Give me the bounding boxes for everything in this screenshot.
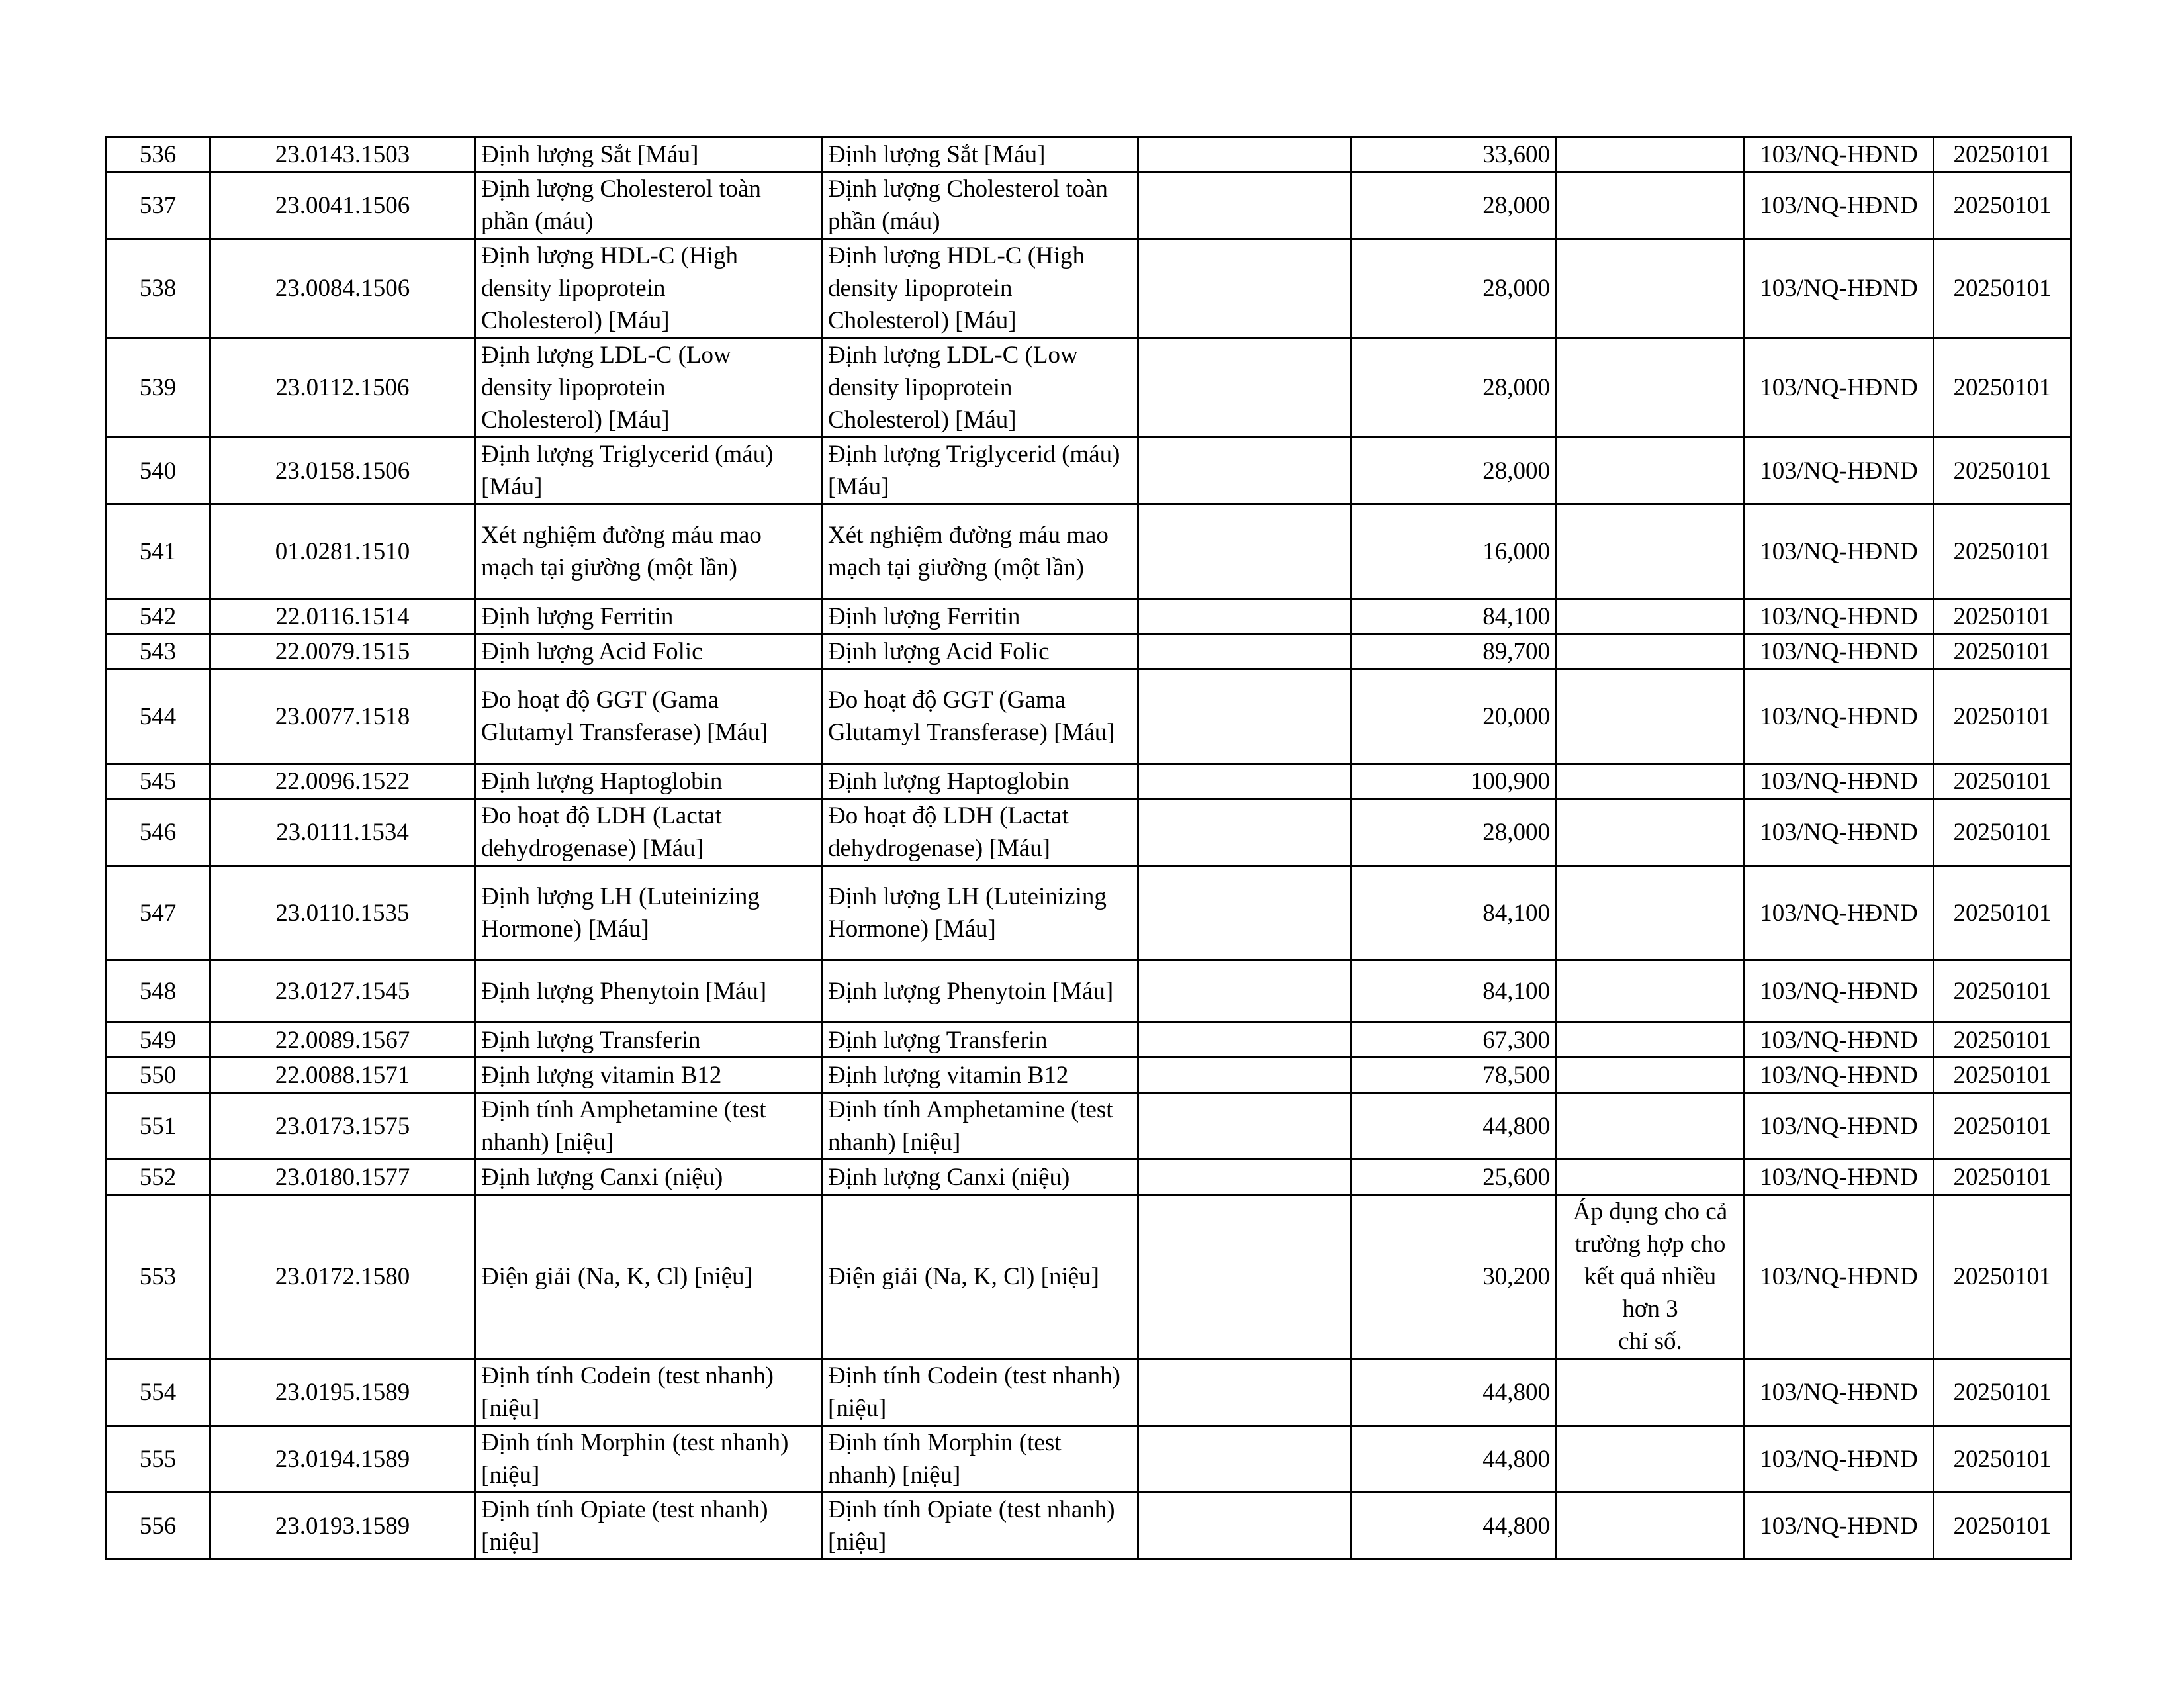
effective-date: 20250101 — [1934, 338, 2071, 438]
service-code: 23.0127.1545 — [210, 961, 475, 1023]
empty-cell — [1138, 172, 1351, 239]
service-name-line: nhanh) [niệu] — [481, 1129, 614, 1156]
service-price: 25,600 — [1351, 1160, 1557, 1195]
effective-date: 20250101 — [1934, 1195, 2071, 1359]
empty-cell — [1138, 599, 1351, 634]
table-row — [106, 239, 2071, 338]
resolution-ref: 103/NQ-HĐND — [1745, 1493, 1934, 1560]
service-code: 23.0195.1589 — [210, 1359, 475, 1426]
effective-date: 20250101 — [1934, 239, 2071, 338]
service-code: 23.0193.1589 — [210, 1493, 475, 1560]
note-cell — [1557, 1023, 1745, 1058]
service-name-line: [Máu] — [481, 473, 543, 500]
empty-cell — [1138, 764, 1351, 799]
service-name — [475, 1023, 822, 1058]
service-name-approved — [822, 599, 1138, 634]
service-name-approved-line: phần (máu) — [828, 208, 940, 235]
resolution-ref: 103/NQ-HĐND — [1745, 239, 1934, 338]
note-cell — [1557, 338, 1745, 438]
service-name-line: phần (máu) — [481, 208, 594, 235]
note-cell — [1557, 504, 1745, 599]
resolution-ref: 103/NQ-HĐND — [1745, 137, 1934, 172]
service-name-approved — [822, 866, 1138, 961]
table-row — [106, 634, 2071, 669]
row-number: 548 — [106, 961, 210, 1023]
service-name — [475, 438, 822, 504]
service-price: 28,000 — [1351, 438, 1557, 504]
table-row — [106, 866, 2071, 961]
service-price: 28,000 — [1351, 338, 1557, 438]
table-row — [106, 1426, 2071, 1493]
resolution-ref: 103/NQ-HĐND — [1745, 866, 1934, 961]
service-name-line: Điện giải (Na, K, Cl) [niệu] — [481, 1263, 752, 1290]
effective-date: 20250101 — [1934, 866, 2071, 961]
service-name-line: Cholesterol) [Máu] — [481, 406, 670, 434]
service-code: 22.0096.1522 — [210, 764, 475, 799]
note-cell — [1557, 1160, 1745, 1195]
table-row — [106, 1023, 2071, 1058]
effective-date: 20250101 — [1934, 1160, 2071, 1195]
row-number: 549 — [106, 1023, 210, 1058]
service-code: 23.0172.1580 — [210, 1195, 475, 1359]
service-price: 84,100 — [1351, 961, 1557, 1023]
service-name — [475, 1093, 822, 1160]
table-row — [106, 1160, 2071, 1195]
note-cell — [1557, 137, 1745, 172]
effective-date: 20250101 — [1934, 669, 2071, 764]
resolution-ref: 103/NQ-HĐND — [1745, 764, 1934, 799]
note-cell — [1557, 172, 1745, 239]
service-name — [475, 599, 822, 634]
note-cell — [1557, 669, 1745, 764]
resolution-ref: 103/NQ-HĐND — [1745, 961, 1934, 1023]
resolution-ref: 103/NQ-HĐND — [1745, 1160, 1934, 1195]
table-row — [106, 961, 2071, 1023]
service-name-line: Xét nghiệm đường máu mao — [481, 522, 762, 549]
service-code: 23.0158.1506 — [210, 438, 475, 504]
service-name-approved-line: mạch tại giường (một lần) — [828, 554, 1084, 581]
service-name-approved — [822, 1093, 1138, 1160]
empty-cell — [1138, 634, 1351, 669]
service-name-line: Định lượng Triglycerid (máu) — [481, 441, 774, 468]
table-row — [106, 1093, 2071, 1160]
empty-cell — [1138, 239, 1351, 338]
service-name-line: Định lượng Canxi (niệu) — [481, 1163, 723, 1191]
row-number: 544 — [106, 669, 210, 764]
row-number: 543 — [106, 634, 210, 669]
service-name-approved-line: Định lượng Canxi (niệu) — [828, 1163, 1070, 1191]
note-cell — [1557, 239, 1745, 338]
service-name-approved-line: Định lượng HDL-C (High — [828, 242, 1085, 269]
table-row — [106, 1195, 2071, 1359]
row-number: 546 — [106, 799, 210, 866]
service-name — [475, 504, 822, 599]
effective-date: 20250101 — [1934, 172, 2071, 239]
note-line: Áp dụng cho cả — [1572, 1198, 1728, 1225]
service-name — [475, 1493, 822, 1560]
service-name-approved — [822, 137, 1138, 172]
note-cell — [1557, 1195, 1745, 1359]
row-number: 547 — [106, 866, 210, 961]
service-name-approved — [822, 634, 1138, 669]
empty-cell — [1138, 669, 1351, 764]
service-code: 23.0077.1518 — [210, 669, 475, 764]
service-name-line: density lipoprotein — [481, 275, 666, 302]
empty-cell — [1138, 1093, 1351, 1160]
service-name-approved — [822, 1058, 1138, 1093]
service-price: 28,000 — [1351, 239, 1557, 338]
empty-cell — [1138, 1493, 1351, 1560]
service-name-approved — [822, 438, 1138, 504]
service-name-approved-line: [niệu] — [828, 1528, 887, 1556]
note-cell — [1557, 764, 1745, 799]
row-number: 550 — [106, 1058, 210, 1093]
service-name-line: Đo hoạt độ GGT (Gama — [481, 686, 719, 714]
service-name-line: Hormone) [Máu] — [481, 915, 649, 943]
service-name-line: Định lượng LH (Luteinizing — [481, 883, 760, 910]
service-code: 23.0111.1534 — [210, 799, 475, 866]
service-code: 23.0041.1506 — [210, 172, 475, 239]
note-cell — [1557, 961, 1745, 1023]
empty-cell — [1138, 137, 1351, 172]
service-name-line: Định lượng Sắt [Máu] — [481, 140, 699, 168]
service-name-line: Định tính Codein (test nhanh) — [481, 1362, 774, 1389]
service-name-line: Định lượng LDL-C (Low — [481, 342, 731, 369]
row-number: 554 — [106, 1359, 210, 1426]
service-name-approved-line: Định tính Codein (test nhanh) — [828, 1362, 1120, 1389]
service-price: 44,800 — [1351, 1493, 1557, 1560]
service-name-approved — [822, 1160, 1138, 1195]
empty-cell — [1138, 1160, 1351, 1195]
service-name-approved-line: Định lượng Transferin — [828, 1026, 1048, 1054]
service-name-line: density lipoprotein — [481, 374, 666, 401]
service-name-approved — [822, 1359, 1138, 1426]
service-name-approved-line: Đo hoạt độ LDH (Lactat — [828, 802, 1069, 829]
service-name-approved-line: Định lượng Acid Folic — [828, 637, 1050, 665]
service-price: 16,000 — [1351, 504, 1557, 599]
service-name-approved-line: Điện giải (Na, K, Cl) [niệu] — [828, 1263, 1099, 1290]
service-name-line: Định lượng Cholesterol toàn — [481, 175, 761, 203]
effective-date: 20250101 — [1934, 1359, 2071, 1426]
empty-cell — [1138, 1426, 1351, 1493]
resolution-ref: 103/NQ-HĐND — [1745, 1426, 1934, 1493]
note-cell — [1557, 799, 1745, 866]
empty-cell — [1138, 1195, 1351, 1359]
effective-date: 20250101 — [1934, 1093, 2071, 1160]
service-price: 28,000 — [1351, 172, 1557, 239]
service-code: 23.0194.1589 — [210, 1426, 475, 1493]
note-cell — [1557, 866, 1745, 961]
table-row — [106, 1359, 2071, 1426]
service-name-line: [niệu] — [481, 1462, 540, 1489]
service-name-approved-line: nhanh) [niệu] — [828, 1462, 961, 1489]
resolution-ref: 103/NQ-HĐND — [1745, 504, 1934, 599]
row-number: 555 — [106, 1426, 210, 1493]
service-name-line: Glutamyl Transferase) [Máu] — [481, 719, 768, 746]
row-number: 551 — [106, 1093, 210, 1160]
service-name — [475, 239, 822, 338]
service-name-approved — [822, 764, 1138, 799]
empty-cell — [1138, 1058, 1351, 1093]
row-number: 540 — [106, 438, 210, 504]
effective-date: 20250101 — [1934, 1058, 2071, 1093]
resolution-ref: 103/NQ-HĐND — [1745, 799, 1934, 866]
service-name-approved-line: [Máu] — [828, 473, 889, 500]
service-name — [475, 1058, 822, 1093]
table-row — [106, 599, 2071, 634]
row-number: 545 — [106, 764, 210, 799]
service-name-approved — [822, 239, 1138, 338]
table-row — [106, 1058, 2071, 1093]
service-name-line: Định lượng vitamin B12 — [481, 1061, 722, 1089]
table-body — [106, 137, 2071, 1560]
effective-date: 20250101 — [1934, 438, 2071, 504]
service-code: 22.0089.1567 — [210, 1023, 475, 1058]
service-name-approved-line: Định lượng vitamin B12 — [828, 1061, 1069, 1089]
service-name — [475, 669, 822, 764]
service-name-approved-line: Định lượng Phenytoin [Máu] — [828, 978, 1114, 1005]
resolution-ref: 103/NQ-HĐND — [1745, 599, 1934, 634]
service-code: 23.0084.1506 — [210, 239, 475, 338]
note-cell — [1557, 599, 1745, 634]
service-name — [475, 764, 822, 799]
service-name-approved-line: Định tính Opiate (test nhanh) — [828, 1496, 1115, 1523]
service-name — [475, 1359, 822, 1426]
service-price: 78,500 — [1351, 1058, 1557, 1093]
table-row — [106, 764, 2071, 799]
empty-cell — [1138, 866, 1351, 961]
service-name-approved-line: Xét nghiệm đường máu mao — [828, 522, 1109, 549]
service-name-approved-line: [niệu] — [828, 1395, 887, 1422]
service-name-line: Đo hoạt độ LDH (Lactat — [481, 802, 722, 829]
effective-date: 20250101 — [1934, 1493, 2071, 1560]
service-name-approved — [822, 961, 1138, 1023]
service-code: 23.0143.1503 — [210, 137, 475, 172]
service-name-approved-line: Định lượng Sắt [Máu] — [828, 140, 1046, 168]
service-code: 23.0110.1535 — [210, 866, 475, 961]
resolution-ref: 103/NQ-HĐND — [1745, 669, 1934, 764]
service-name-approved-line: Định lượng Triglycerid (máu) — [828, 441, 1120, 468]
resolution-ref: 103/NQ-HĐND — [1745, 1359, 1934, 1426]
service-name-approved — [822, 1426, 1138, 1493]
row-number: 538 — [106, 239, 210, 338]
service-name-line: Định tính Morphin (test nhanh) — [481, 1429, 789, 1456]
service-name — [475, 137, 822, 172]
resolution-ref: 103/NQ-HĐND — [1745, 1058, 1934, 1093]
effective-date: 20250101 — [1934, 1023, 2071, 1058]
resolution-ref: 103/NQ-HĐND — [1745, 172, 1934, 239]
service-name-approved — [822, 669, 1138, 764]
service-name-approved-line: Định lượng Haptoglobin — [828, 767, 1069, 795]
note-cell — [1557, 1426, 1745, 1493]
service-name — [475, 961, 822, 1023]
service-price: 67,300 — [1351, 1023, 1557, 1058]
service-price: 44,800 — [1351, 1426, 1557, 1493]
service-name-approved — [822, 1493, 1138, 1560]
effective-date: 20250101 — [1934, 634, 2071, 669]
service-name-line: Định lượng Transferin — [481, 1026, 701, 1054]
note-cell — [1557, 1058, 1745, 1093]
service-name — [475, 1195, 822, 1359]
service-price: 33,600 — [1351, 137, 1557, 172]
service-name-line: Định lượng Ferritin — [481, 602, 674, 630]
empty-cell — [1138, 504, 1351, 599]
service-name-line: Định lượng Phenytoin [Máu] — [481, 978, 767, 1005]
service-name-approved-line: density lipoprotein — [828, 275, 1013, 302]
service-name-line: Định tính Opiate (test nhanh) — [481, 1496, 768, 1523]
table-row — [106, 338, 2071, 438]
resolution-ref: 103/NQ-HĐND — [1745, 438, 1934, 504]
service-name-approved — [822, 504, 1138, 599]
row-number: 542 — [106, 599, 210, 634]
service-name-approved — [822, 1195, 1138, 1359]
service-price: 44,800 — [1351, 1093, 1557, 1160]
effective-date: 20250101 — [1934, 1426, 2071, 1493]
service-name-approved-line: dehydrogenase) [Máu] — [828, 835, 1050, 862]
service-code: 01.0281.1510 — [210, 504, 475, 599]
empty-cell — [1138, 799, 1351, 866]
service-price: 20,000 — [1351, 669, 1557, 764]
service-name-approved — [822, 172, 1138, 239]
effective-date: 20250101 — [1934, 961, 2071, 1023]
table-row — [106, 438, 2071, 504]
price-table — [105, 136, 2072, 1560]
row-number: 552 — [106, 1160, 210, 1195]
service-code: 22.0088.1571 — [210, 1058, 475, 1093]
empty-cell — [1138, 438, 1351, 504]
service-name-approved-line: density lipoprotein — [828, 374, 1013, 401]
service-price: 84,100 — [1351, 866, 1557, 961]
service-price: 30,200 — [1351, 1195, 1557, 1359]
note-cell — [1557, 634, 1745, 669]
service-name — [475, 172, 822, 239]
table-row — [106, 504, 2071, 599]
service-name-line: Định lượng Acid Folic — [481, 637, 703, 665]
empty-cell — [1138, 1359, 1351, 1426]
service-name-approved-line: Đo hoạt độ GGT (Gama — [828, 686, 1066, 714]
service-name-approved-line: Định tính Amphetamine (test — [828, 1096, 1113, 1123]
table-row — [106, 1493, 2071, 1560]
effective-date: 20250101 — [1934, 599, 2071, 634]
service-name-approved — [822, 799, 1138, 866]
empty-cell — [1138, 1023, 1351, 1058]
row-number: 556 — [106, 1493, 210, 1560]
service-name-line: mạch tại giường (một lần) — [481, 554, 737, 581]
service-name-approved-line: Định lượng Cholesterol toàn — [828, 175, 1108, 203]
effective-date: 20250101 — [1934, 137, 2071, 172]
table-row — [106, 137, 2071, 172]
row-number: 536 — [106, 137, 210, 172]
service-name-line: [niệu] — [481, 1395, 540, 1422]
row-number: 541 — [106, 504, 210, 599]
service-name — [475, 866, 822, 961]
service-name-approved-line: Glutamyl Transferase) [Máu] — [828, 719, 1115, 746]
note-cell — [1557, 438, 1745, 504]
note-line: hơn 3 — [1622, 1295, 1678, 1323]
service-code: 23.0112.1506 — [210, 338, 475, 438]
service-name — [475, 1426, 822, 1493]
resolution-ref: 103/NQ-HĐND — [1745, 634, 1934, 669]
service-code: 22.0079.1515 — [210, 634, 475, 669]
resolution-ref: 103/NQ-HĐND — [1745, 1195, 1934, 1359]
service-name — [475, 338, 822, 438]
service-name-approved — [822, 1023, 1138, 1058]
resolution-ref: 103/NQ-HĐND — [1745, 338, 1934, 438]
effective-date: 20250101 — [1934, 504, 2071, 599]
service-price: 89,700 — [1351, 634, 1557, 669]
table-row — [106, 172, 2071, 239]
resolution-ref: 103/NQ-HĐND — [1745, 1023, 1934, 1058]
service-name-approved — [822, 338, 1138, 438]
row-number: 537 — [106, 172, 210, 239]
table-row — [106, 669, 2071, 764]
note-cell — [1557, 1093, 1745, 1160]
service-name-line: Định lượng Haptoglobin — [481, 767, 723, 795]
effective-date: 20250101 — [1934, 764, 2071, 799]
note-line: chỉ số. — [1618, 1328, 1682, 1355]
table-row — [106, 799, 2071, 866]
service-name-approved-line: Định lượng LDL-C (Low — [828, 342, 1078, 369]
service-name — [475, 634, 822, 669]
service-price: 44,800 — [1351, 1359, 1557, 1426]
service-name-line: Định tính Amphetamine (test — [481, 1096, 766, 1123]
service-name-approved-line: Định lượng LH (Luteinizing — [828, 883, 1107, 910]
note-line: kết quả nhiều — [1584, 1263, 1717, 1290]
service-name-approved-line: Định tính Morphin (test — [828, 1429, 1062, 1456]
service-name-line: [niệu] — [481, 1528, 540, 1556]
service-name-approved-line: Hormone) [Máu] — [828, 915, 996, 943]
empty-cell — [1138, 961, 1351, 1023]
note-cell — [1557, 1359, 1745, 1426]
row-number: 539 — [106, 338, 210, 438]
service-name — [475, 799, 822, 866]
row-number: 553 — [106, 1195, 210, 1359]
service-name-approved-line: nhanh) [niệu] — [828, 1129, 961, 1156]
effective-date: 20250101 — [1934, 799, 2071, 866]
service-code: 23.0173.1575 — [210, 1093, 475, 1160]
service-name-line: Cholesterol) [Máu] — [481, 307, 670, 334]
note-line: trường hợp cho — [1574, 1231, 1726, 1258]
service-name-approved-line: Định lượng Ferritin — [828, 602, 1021, 630]
service-name — [475, 1160, 822, 1195]
service-price: 84,100 — [1351, 599, 1557, 634]
note-cell — [1557, 1493, 1745, 1560]
service-price: 28,000 — [1351, 799, 1557, 866]
service-code: 22.0116.1514 — [210, 599, 475, 634]
service-name-approved-line: Cholesterol) [Máu] — [828, 307, 1017, 334]
service-name-approved-line: Cholesterol) [Máu] — [828, 406, 1017, 434]
service-price: 100,900 — [1351, 764, 1557, 799]
empty-cell — [1138, 338, 1351, 438]
service-name-line: Định lượng HDL-C (High — [481, 242, 739, 269]
service-code: 23.0180.1577 — [210, 1160, 475, 1195]
service-name-line: dehydrogenase) [Máu] — [481, 835, 704, 862]
resolution-ref: 103/NQ-HĐND — [1745, 1093, 1934, 1160]
